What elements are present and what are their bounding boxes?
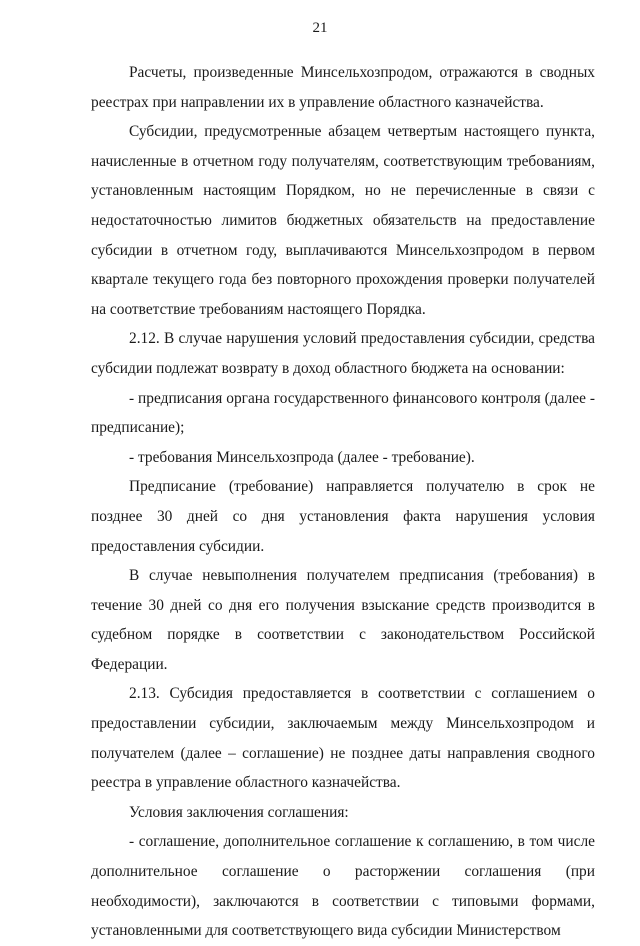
paragraph-subsidies-carryover: Субсидии, предусмотренные абзацем четвертым настоящего пункта, начисленные в отчетном году получателям, соответствующим требованиям, установленным настоящим Порядком, но не перечисленные в связи с недостаточностью лимитов бюджетных обязательств на предоставление субсидии в отчетном году, выплачиваются Минсельхозпродом в первом квартале текущего года без повторного прохождения проверки получателей на соответствие требованиям настоящего Порядка. [91,123,595,318]
paragraph-settlements: Расчеты, произведенные Минсельхозпродом, отражаются в сводных реестрах при направлении их в управление областного казначейства. [91,64,595,111]
document-body [91,58,595,946]
paragraph-agreement-conditions: Условия заключения соглашения: [129,803,349,821]
list-item-agreement-forms: - соглашение, дополнительное соглашение к соглашению, в том числе дополнительное соглашение о расторжении соглашения (при необходимости), заключаются в соответствии с типовыми формами, установленными для соответствующего вида субсидии Министерством [91,833,595,940]
paragraph-2-13-agreement: 2.13. Субсидия предоставляется в соответствии с соглашением о предоставлении субсидии, заключаемым между Минсельхозпродом и получателем (далее – соглашение) не позднее даты направления сводного реестра в управление областного казначейства. [91,685,595,792]
paragraph-prescription-deadline: Предписание (требование) направляется получателю в срок не позднее 30 дней со дня установления факта нарушения условия предоставления субсидии. [91,478,595,555]
list-item-prescription: - предписания органа государственного финансового контроля (далее - предписание); [91,389,595,437]
paragraph-2-12-return: 2.12. В случае нарушения условий предоставления субсидии, средства субсидии подлежат возврату в доход областного бюджета на основании: [91,330,595,377]
paragraph-enforcement: В случае невыполнения получателем предписания (требования) в течение 30 дней со дня его получения взыскание средств производится в судебном порядке в соответствии с законодательством Российской Федерации. [91,567,595,673]
page-number: 21 [312,20,328,36]
list-item-requirement: - требования Минсельхозпрода (далее - требование). [129,448,475,466]
